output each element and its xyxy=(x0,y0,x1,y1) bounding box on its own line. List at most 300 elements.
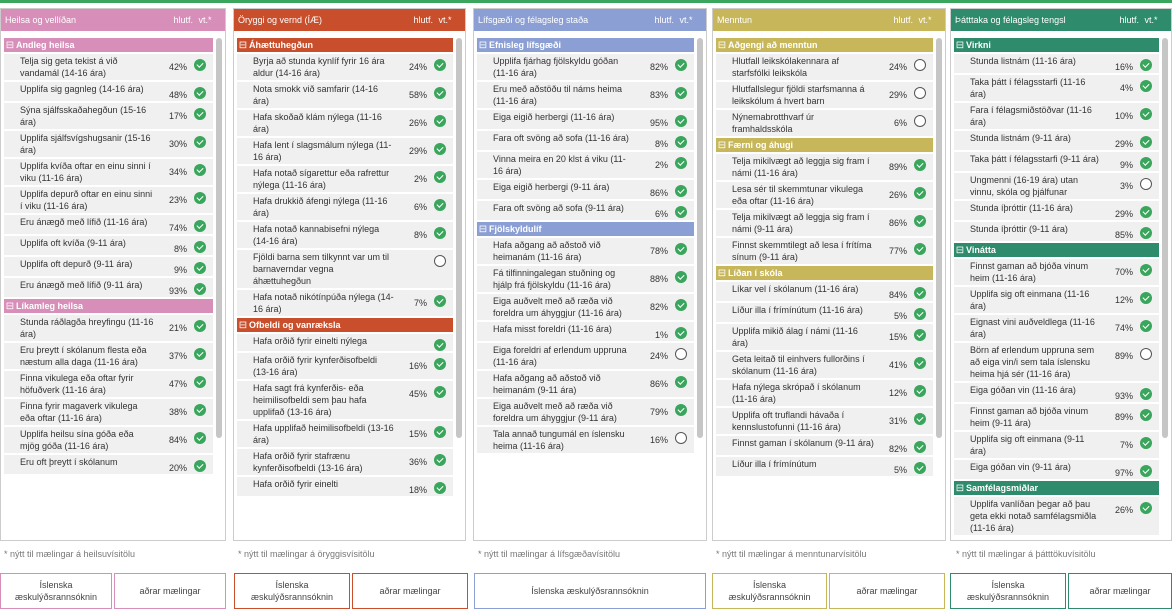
indicator-label: Finna vikulega eða oftar fyrir höfuðverk (11-16 ára) xyxy=(20,373,134,395)
collapse-toggle-icon[interactable]: ⊟ xyxy=(955,244,965,256)
section-title: Líkamleg heilsa xyxy=(16,301,84,311)
indicator-row[interactable] xyxy=(716,110,933,136)
check-circle-icon xyxy=(914,308,926,320)
footnote: * nýtt til mælingar á menntunarvísitölu xyxy=(716,549,867,559)
indicator-percent: 24% xyxy=(408,62,427,72)
check-circle-icon xyxy=(194,460,206,472)
check-circle-icon xyxy=(194,87,206,99)
indicator-row[interactable] xyxy=(716,303,933,322)
indicator-status xyxy=(1133,152,1159,169)
check-circle-icon xyxy=(434,59,446,71)
indicator-row[interactable] xyxy=(477,266,694,292)
indicator-percent: 9% xyxy=(1119,160,1133,170)
indicator-status xyxy=(427,54,453,71)
indicator-row[interactable] xyxy=(954,173,1159,199)
indicator-percent: 10% xyxy=(1114,111,1133,121)
indicator-label: Finnst gaman í skólanum (9-11 ára) xyxy=(732,438,874,448)
check-circle-icon xyxy=(914,159,926,171)
check-circle-icon xyxy=(194,320,206,332)
indicator-label: Hlutfallslegur fjöldi starfsmanna á leikskólum á hvert barn xyxy=(732,84,865,106)
section-header[interactable] xyxy=(954,481,1159,495)
indicator-percent: 24% xyxy=(888,62,907,72)
scrollbar[interactable] xyxy=(936,38,942,438)
other-measures-button[interactable]: aðrar mælingar xyxy=(829,573,945,609)
indicator-row[interactable] xyxy=(237,477,453,496)
scrollbar[interactable] xyxy=(216,38,222,438)
indicator-label: Fjöldi barna sem tilkynnt var um til barnaverndar vegna áhættuhegðun xyxy=(253,252,390,286)
indicator-row[interactable] xyxy=(477,131,694,150)
indicator-percent: 8% xyxy=(173,244,187,254)
indicator-status xyxy=(427,290,453,307)
indicator-row[interactable] xyxy=(237,290,453,316)
indicator-label: Upplifa kvíða oftar en einu sinni í viku (11-16 ára) xyxy=(20,161,151,183)
footnote: * nýtt til mælingar á öryggisvísitölu xyxy=(238,549,375,559)
check-circle-icon xyxy=(434,199,446,211)
indicator-label: Taka þátt í félagsstarfi (9-11 ára) xyxy=(970,154,1099,164)
indicator-status xyxy=(907,352,933,369)
section-header[interactable] xyxy=(716,266,933,280)
section-title: Líðan í skóla xyxy=(728,268,783,278)
indicator-label: Nota smokk við samfarir (14-16 ára) xyxy=(253,84,379,106)
check-circle-icon xyxy=(434,386,446,398)
indicator-row[interactable] xyxy=(716,238,933,264)
section-header[interactable] xyxy=(954,243,1159,257)
check-circle-icon xyxy=(914,187,926,199)
collapse-toggle-icon[interactable]: ⊟ xyxy=(955,482,965,494)
indicator-row[interactable] xyxy=(237,421,453,447)
check-circle-icon xyxy=(675,87,687,99)
indicator-label: Byrja að stunda kynlíf fyrir 16 ára aldur (14-16 ára) xyxy=(253,56,385,78)
indicator-percent: 89% xyxy=(1114,351,1133,361)
check-circle-icon xyxy=(914,215,926,227)
check-circle-icon xyxy=(194,404,206,416)
indicator-status xyxy=(668,399,694,416)
indicator-row[interactable] xyxy=(477,294,694,320)
indicator-status xyxy=(187,236,213,253)
section-title: Aðgengi að menntun xyxy=(728,40,818,50)
indicator-row[interactable] xyxy=(237,250,453,288)
footnote: * nýtt til mælingar á þátttökuvísitölu xyxy=(956,549,1096,559)
indicator-row[interactable] xyxy=(954,383,1159,402)
indicator-label: Ungmenni (16-19 ára) utan vinnu, skóla og þjálfunar xyxy=(970,175,1079,197)
indicator-status xyxy=(427,449,453,466)
section-title: Fjölskyldulíf xyxy=(489,224,542,234)
survey-button[interactable]: Íslenska æskulýðsrannsóknin xyxy=(0,573,112,609)
indicator-status xyxy=(907,54,933,71)
indicator-percent: 37% xyxy=(168,351,187,361)
section-header[interactable] xyxy=(477,222,694,236)
indicator-row[interactable] xyxy=(716,282,933,301)
indicator-row[interactable] xyxy=(237,194,453,220)
check-circle-icon xyxy=(434,87,446,99)
check-circle-icon xyxy=(675,157,687,169)
indicator-percent: 2% xyxy=(413,174,427,184)
check-circle-icon xyxy=(1140,264,1152,276)
indicator-label: Eiga auðvelt með að ræða við foreldra um áhyggjur (11-16 ára) xyxy=(493,296,622,318)
check-circle-icon xyxy=(1140,388,1152,400)
indicator-percent: 29% xyxy=(1114,139,1133,149)
section-header[interactable] xyxy=(716,38,933,52)
indicator-label: Hafa lent í slagsmálum nýlega (11-16 ára) xyxy=(253,140,392,162)
indicator-label: Upplifa oft kvíða (9-11 ára) xyxy=(20,238,126,248)
indicator-label: Upplifa sig gagnleg (14-16 ára) xyxy=(20,84,144,94)
indicator-label: Eiga eigið herbergi (9-11 ára) xyxy=(493,182,610,192)
check-circle-icon xyxy=(194,59,206,71)
section-header[interactable] xyxy=(716,138,933,152)
indicator-percent: 74% xyxy=(168,223,187,233)
indicator-row[interactable] xyxy=(716,210,933,236)
section-title: Andleg heilsa xyxy=(16,40,75,50)
indicator-row[interactable] xyxy=(716,182,933,208)
indicator-percent: 89% xyxy=(888,162,907,172)
column-header-pct: hlutf. xyxy=(413,15,433,25)
indicator-percent: 5% xyxy=(893,311,907,321)
indicator-percent: 26% xyxy=(1114,505,1133,515)
indicator-status xyxy=(187,343,213,360)
indicator-percent: 82% xyxy=(649,302,668,312)
indicator-row[interactable] xyxy=(716,324,933,350)
collapse-toggle-icon[interactable]: ⊟ xyxy=(478,39,488,51)
indicator-status xyxy=(427,194,453,211)
empty-circle-icon xyxy=(1140,178,1152,190)
indicator-row[interactable] xyxy=(237,381,453,419)
indicator-row[interactable] xyxy=(237,110,453,136)
indicator-status xyxy=(668,371,694,388)
check-circle-icon xyxy=(1140,59,1152,71)
indicator-percent xyxy=(397,334,427,341)
indicator-percent: 21% xyxy=(168,323,187,333)
indicator-percent: 79% xyxy=(649,407,668,417)
indicator-status xyxy=(668,152,694,169)
indicator-row[interactable] xyxy=(237,334,453,351)
indicator-percent: 18% xyxy=(408,485,427,495)
check-circle-icon xyxy=(194,376,206,388)
indicator-label: Hafa notað nikótínpúða nýlega (14-16 ára) xyxy=(253,292,394,314)
indicator-percent: 6% xyxy=(413,202,427,212)
indicator-status xyxy=(187,82,213,99)
indicator-row[interactable] xyxy=(4,103,213,129)
indicator-status xyxy=(427,250,453,267)
indicator-status xyxy=(427,381,453,398)
check-circle-icon xyxy=(914,357,926,369)
indicator-label: Upplifa oft depurð (9-11 ára) xyxy=(20,259,133,269)
indicator-row[interactable] xyxy=(954,222,1159,241)
indicator-row[interactable] xyxy=(954,497,1159,535)
collapse-toggle-icon[interactable]: ⊟ xyxy=(5,300,15,312)
indicator-list[interactable] xyxy=(954,38,1159,540)
panel-0 xyxy=(0,8,226,541)
indicator-label: Hafa aðgang að aðstoð við heimanám (11-16 ára) xyxy=(493,240,601,262)
indicator-label: Eignast vini auðveldlega (11-16 ára) xyxy=(970,317,1095,339)
survey-button[interactable]: Íslenska æskulýðsrannsóknin xyxy=(234,573,350,609)
indicator-row[interactable] xyxy=(237,138,453,164)
indicator-status xyxy=(187,159,213,176)
indicator-status xyxy=(668,266,694,283)
indicator-status xyxy=(1133,404,1159,421)
indicator-label: Eru ánægð með lífið (11-16 ára) xyxy=(20,217,148,227)
indicator-row[interactable] xyxy=(4,427,213,453)
indicator-label: Hafa notað sígarettur eða rafrettur nýlega (11-16 ára) xyxy=(253,168,390,190)
indicator-row[interactable] xyxy=(477,343,694,369)
indicator-list[interactable] xyxy=(716,38,933,540)
check-circle-icon xyxy=(194,241,206,253)
check-circle-icon xyxy=(194,220,206,232)
indicator-row[interactable] xyxy=(954,287,1159,313)
indicator-percent: 4% xyxy=(1119,83,1133,93)
indicator-row[interactable] xyxy=(477,322,694,341)
indicator-list[interactable] xyxy=(477,38,694,540)
panel-4 xyxy=(950,8,1172,541)
indicator-percent: 6% xyxy=(893,118,907,128)
indicator-row[interactable] xyxy=(954,404,1159,430)
indicator-status xyxy=(668,180,694,197)
indicator-row[interactable] xyxy=(4,257,213,276)
indicator-percent: 20% xyxy=(168,463,187,473)
indicator-row[interactable] xyxy=(4,371,213,397)
check-circle-icon xyxy=(194,432,206,444)
indicator-label: Hafa orðið fyrir einelti xyxy=(253,479,339,489)
indicator-row[interactable] xyxy=(954,103,1159,129)
collapse-toggle-icon[interactable]: ⊟ xyxy=(238,39,248,51)
check-circle-icon xyxy=(194,348,206,360)
indicator-row[interactable] xyxy=(237,54,453,80)
indicator-label: Eru þreytt í skólanum flesta eða næstum alla daga (11-16 ára) xyxy=(20,345,147,367)
footnote: * nýtt til mælingar á heilsuvísitölu xyxy=(4,549,136,559)
indicator-percent: 7% xyxy=(1119,440,1133,450)
indicator-status xyxy=(187,215,213,232)
scrollbar[interactable] xyxy=(1162,38,1168,438)
indicator-row[interactable] xyxy=(477,427,694,453)
indicator-label: Upplifa oft truflandi hávaða í kennslustofunni (11-16 ára) xyxy=(732,410,845,432)
indicator-row[interactable] xyxy=(477,110,694,129)
indicator-row[interactable] xyxy=(4,315,213,341)
indicator-status xyxy=(1133,497,1159,514)
indicator-row[interactable] xyxy=(237,166,453,192)
indicator-status xyxy=(907,457,933,474)
indicator-status xyxy=(427,222,453,239)
indicator-percent: 2% xyxy=(654,160,668,170)
indicator-row[interactable] xyxy=(477,399,694,425)
indicator-row[interactable] xyxy=(4,159,213,185)
indicator-label: Hafa orðið fyrir stafrænu kynferðisofbeldi (13-16 ára) xyxy=(253,451,363,473)
indicator-row[interactable] xyxy=(237,449,453,475)
indicator-row[interactable] xyxy=(4,343,213,369)
indicator-label: Vinna meira en 20 klst á viku (11-16 ára) xyxy=(493,154,626,176)
indicator-status xyxy=(1133,343,1159,360)
collapse-toggle-icon[interactable]: ⊟ xyxy=(238,319,248,331)
indicator-status xyxy=(907,380,933,397)
indicator-row[interactable] xyxy=(477,152,694,178)
check-circle-icon xyxy=(434,115,446,127)
indicator-percent: 29% xyxy=(408,146,427,156)
indicator-status xyxy=(907,436,933,453)
indicator-status xyxy=(427,166,453,183)
section-header[interactable] xyxy=(4,299,213,313)
check-circle-icon xyxy=(434,339,446,351)
indicator-status xyxy=(427,82,453,99)
indicator-row[interactable] xyxy=(716,82,933,108)
check-circle-icon xyxy=(914,462,926,474)
check-circle-icon xyxy=(434,171,446,183)
section-header[interactable] xyxy=(954,38,1159,52)
indicator-percent: 16% xyxy=(1114,62,1133,72)
indicator-label: Upplifa sjálfsvígshugsanir (15-16 ára) xyxy=(20,133,151,155)
indicator-row[interactable] xyxy=(4,215,213,234)
indicator-row[interactable] xyxy=(954,432,1159,458)
other-measures-button[interactable]: aðrar mælingar xyxy=(352,573,468,609)
check-circle-icon xyxy=(675,299,687,311)
indicator-percent: 31% xyxy=(888,416,907,426)
indicator-status xyxy=(1133,103,1159,120)
survey-button[interactable]: Íslenska æskulýðsrannsóknin xyxy=(712,573,827,609)
check-circle-icon xyxy=(194,136,206,148)
indicator-percent: 12% xyxy=(1114,295,1133,305)
indicator-percent: 9% xyxy=(173,265,187,275)
indicator-label: Líður illa í frímínútum (11-16 ára) xyxy=(732,305,863,315)
indicator-status xyxy=(427,477,453,494)
indicator-status xyxy=(907,82,933,99)
section-header[interactable] xyxy=(477,38,694,52)
indicator-row[interactable] xyxy=(4,187,213,213)
indicator-row[interactable] xyxy=(4,236,213,255)
collapse-toggle-icon[interactable]: ⊟ xyxy=(717,267,727,279)
check-circle-icon xyxy=(675,243,687,255)
indicator-row[interactable] xyxy=(4,54,213,80)
indicator-status xyxy=(907,408,933,425)
section-title: Samfélagsmiðlar xyxy=(966,483,1039,493)
indicator-status xyxy=(187,187,213,204)
indicator-percent: 95% xyxy=(649,118,668,128)
indicator-label: Finnst gaman að bjóða vinum heim (9-11 ára) xyxy=(970,406,1089,428)
indicator-row[interactable] xyxy=(716,352,933,378)
indicator-status xyxy=(1133,54,1159,71)
indicator-row[interactable] xyxy=(4,82,213,101)
indicator-row[interactable] xyxy=(716,457,933,476)
indicator-label: Upplifa vanlíðan þegar að þau geta ekki notað samfélagsmiðla (11-16 ára) xyxy=(970,499,1097,533)
survey-button[interactable]: Íslenska æskulýðsrannsóknin xyxy=(474,573,706,609)
indicator-row[interactable] xyxy=(4,455,213,474)
empty-circle-icon xyxy=(914,59,926,71)
indicator-label: Hafa sagt frá kynferðis- eða heimilisofbeldi sem þau hafa upplifað (13-16 ára) xyxy=(253,383,367,417)
indicator-list[interactable] xyxy=(4,38,213,540)
indicator-label: Upplifa mikið álag í námi (11-16 ára) xyxy=(732,326,858,348)
collapse-toggle-icon[interactable]: ⊟ xyxy=(478,223,488,235)
indicator-row[interactable] xyxy=(954,315,1159,341)
indicator-row[interactable] xyxy=(477,371,694,397)
collapse-toggle-icon[interactable]: ⊟ xyxy=(717,39,727,51)
indicator-row[interactable] xyxy=(477,238,694,264)
indicator-row[interactable] xyxy=(477,201,694,220)
column-header-vt: vt.* xyxy=(918,15,932,25)
check-circle-icon xyxy=(1140,292,1152,304)
empty-circle-icon xyxy=(675,432,687,444)
indicator-percent: 29% xyxy=(888,90,907,100)
indicator-label: Upplifa sig oft einmana (11-16 ára) xyxy=(970,289,1090,311)
panel-1 xyxy=(233,8,466,541)
section-title: Færni og áhugi xyxy=(728,140,793,150)
check-circle-icon xyxy=(434,295,446,307)
collapse-toggle-icon[interactable]: ⊟ xyxy=(717,139,727,151)
indicator-row[interactable] xyxy=(4,278,213,297)
indicator-status xyxy=(1133,222,1159,239)
indicator-percent: 6% xyxy=(654,209,668,219)
section-header[interactable] xyxy=(237,38,453,52)
indicator-row[interactable] xyxy=(716,154,933,180)
indicator-label: Hafa misst foreldri (11-16 ára) xyxy=(493,324,612,334)
panel-title: Þátttaka og félagsleg tengsl xyxy=(955,15,1066,25)
indicator-row[interactable] xyxy=(237,82,453,108)
indicator-percent: 78% xyxy=(649,246,668,256)
indicator-percent: 70% xyxy=(1114,267,1133,277)
panel-header xyxy=(951,9,1171,31)
other-measures-button[interactable]: aðrar mælingar xyxy=(1068,573,1172,609)
check-circle-icon xyxy=(1140,437,1152,449)
column-header-pct: hlutf. xyxy=(1119,15,1139,25)
scrollbar[interactable] xyxy=(697,38,703,438)
indicator-row[interactable] xyxy=(954,201,1159,220)
scrollbar[interactable] xyxy=(456,38,462,438)
collapse-toggle-icon[interactable]: ⊟ xyxy=(5,39,15,51)
indicator-label: Upplifa depurð oftar en einu sinni í viku (11-16 ára) xyxy=(20,189,153,211)
indicator-row[interactable] xyxy=(4,399,213,425)
check-circle-icon xyxy=(1140,136,1152,148)
indicator-row[interactable] xyxy=(954,54,1159,73)
indicator-label: Finnst skemmtilegt að lesa í frítíma sínum (9-11 ára) xyxy=(732,240,872,262)
indicator-row[interactable] xyxy=(954,259,1159,285)
indicator-label: Taka þátt í félagsstarfi (11-16 ára) xyxy=(970,77,1086,99)
indicator-row[interactable] xyxy=(4,131,213,157)
top-accent-line xyxy=(0,0,1172,3)
indicator-label: Eiga eigið herbergi (11-16 ára) xyxy=(493,112,615,122)
section-header[interactable] xyxy=(4,38,213,52)
indicator-label: Hafa orðið fyrir kynferðisofbeldi (13-16 ára) xyxy=(253,355,378,377)
collapse-toggle-icon[interactable]: ⊟ xyxy=(955,39,965,51)
indicator-row[interactable] xyxy=(954,460,1159,479)
indicator-row[interactable] xyxy=(237,222,453,248)
indicator-label: Eiga foreldri af erlendum uppruna (11-16 ára) xyxy=(493,345,627,367)
indicator-row[interactable] xyxy=(716,436,933,455)
indicator-row[interactable] xyxy=(954,152,1159,171)
section-title: Vinátta xyxy=(966,245,996,255)
indicator-label: Upplifa sig oft einmana (9-11 ára) xyxy=(970,434,1085,456)
indicator-list[interactable] xyxy=(237,38,453,540)
indicator-percent: 36% xyxy=(408,457,427,467)
other-measures-button[interactable]: aðrar mælingar xyxy=(114,573,226,609)
indicator-row[interactable] xyxy=(716,408,933,434)
check-circle-icon xyxy=(1140,227,1152,239)
section-header[interactable] xyxy=(237,318,453,332)
indicator-row[interactable] xyxy=(477,180,694,199)
check-circle-icon xyxy=(914,441,926,453)
survey-button[interactable]: Íslenska æskulýðsrannsóknin xyxy=(950,573,1066,609)
indicator-percent: 1% xyxy=(654,330,668,340)
indicator-percent: 47% xyxy=(168,379,187,389)
indicator-row[interactable] xyxy=(716,380,933,406)
indicator-row[interactable] xyxy=(954,75,1159,101)
indicator-row[interactable] xyxy=(954,343,1159,381)
check-circle-icon xyxy=(194,262,206,274)
indicator-row[interactable] xyxy=(954,131,1159,150)
check-circle-icon xyxy=(675,206,687,218)
indicator-percent: 12% xyxy=(888,388,907,398)
indicator-row[interactable] xyxy=(477,54,694,80)
indicator-label: Upplifa fjárhag fjölskyldu góðan (11-16 ára) xyxy=(493,56,619,78)
indicator-row[interactable] xyxy=(477,82,694,108)
check-circle-icon xyxy=(194,164,206,176)
indicator-row[interactable] xyxy=(237,353,453,379)
indicator-row[interactable] xyxy=(716,54,933,80)
indicator-status xyxy=(1133,315,1159,332)
